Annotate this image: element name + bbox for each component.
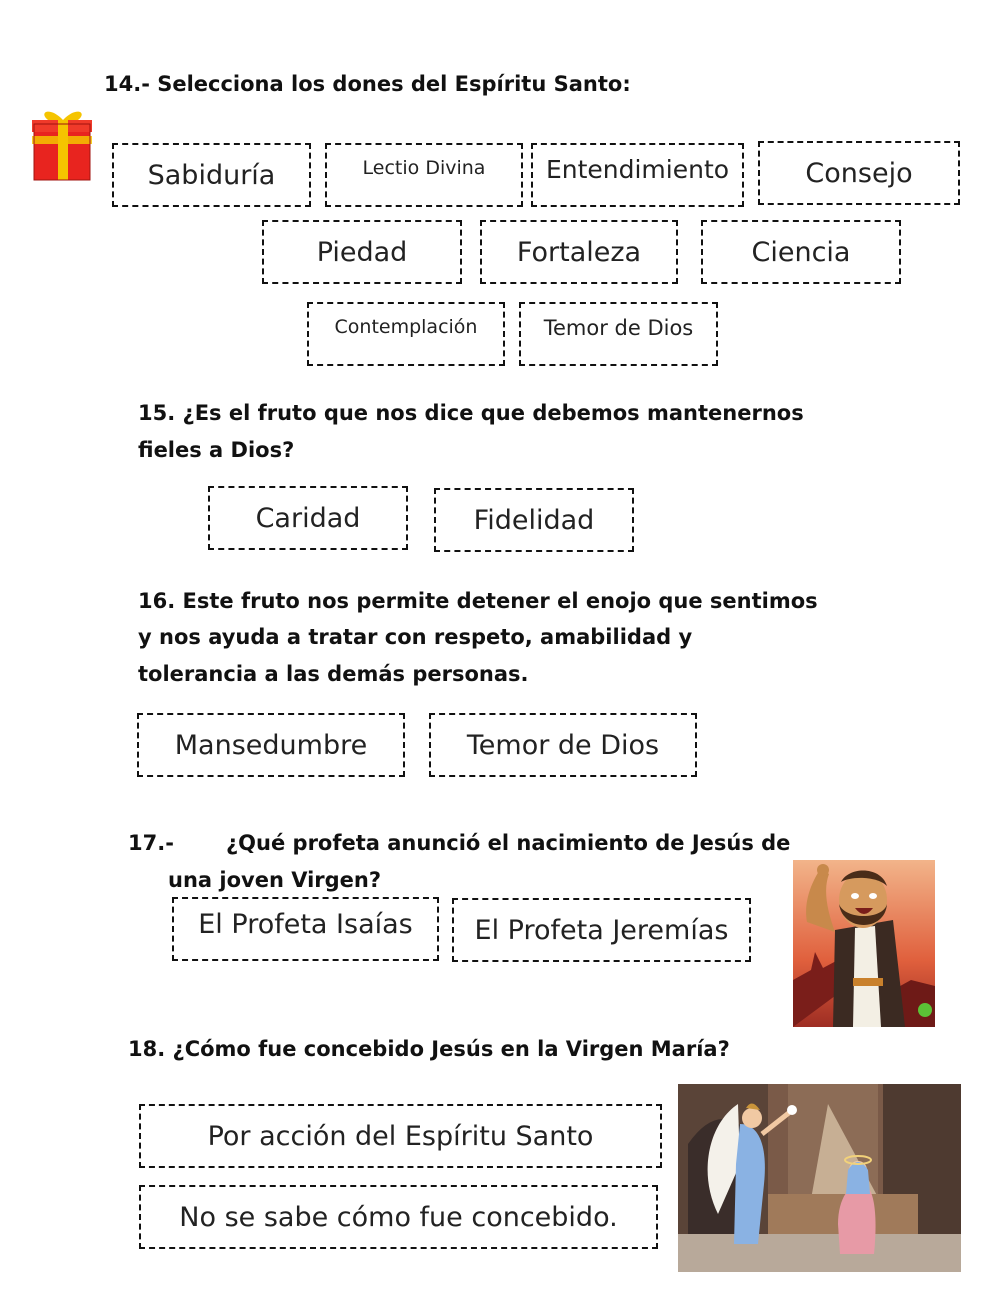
option-temor-de-dios-16[interactable]: Temor de Dios [429,713,697,777]
gift-icon [28,106,98,182]
question-18: 18. ¿Cómo fue concebido Jesús en la Virgen María? [128,1037,730,1061]
option-ciencia[interactable]: Ciencia [701,220,901,284]
question-14: 14.- Selecciona los dones del Espíritu Santo: [104,72,631,96]
option-lectio-divina[interactable]: Lectio Divina [325,143,523,207]
question-15-line-2: fieles a Dios? [138,438,295,462]
annunciation-illustration [678,1084,961,1272]
option-no-se-sabe[interactable]: No se sabe cómo fue concebido. [139,1185,658,1249]
option-fidelidad[interactable]: Fidelidad [434,488,634,552]
question-16-line-1: 16. Este fruto nos permite detener el enojo que sentimos [138,589,818,613]
option-sabiduria[interactable]: Sabiduría [112,143,311,207]
question-16-line-2: y nos ayuda a tratar con respeto, amabilidad y [138,625,693,649]
option-piedad[interactable]: Piedad [262,220,462,284]
prophet-illustration [793,860,935,1027]
option-contemplacion[interactable]: Contemplación [307,302,505,366]
question-17-number: 17.- [128,831,174,855]
option-profeta-isaias[interactable]: El Profeta Isaías [172,897,439,961]
question-17-line-2: una joven Virgen? [168,868,382,892]
question-16-line-3: tolerancia a las demás personas. [138,662,529,686]
option-caridad[interactable]: Caridad [208,486,408,550]
option-temor-de-dios-14[interactable]: Temor de Dios [519,302,718,366]
option-entendimiento[interactable]: Entendimiento [531,143,744,207]
question-17-line-1: ¿Qué profeta anunció el nacimiento de Jesús de [226,831,791,855]
option-fortaleza[interactable]: Fortaleza [480,220,678,284]
option-consejo[interactable]: Consejo [758,141,960,205]
option-profeta-jeremias[interactable]: El Profeta Jeremías [452,898,751,962]
option-espiritu-santo[interactable]: Por acción del Espíritu Santo [139,1104,662,1168]
option-mansedumbre[interactable]: Mansedumbre [137,713,405,777]
question-15-line-1: 15. ¿Es el fruto que nos dice que debemos mantenernos [138,401,804,425]
